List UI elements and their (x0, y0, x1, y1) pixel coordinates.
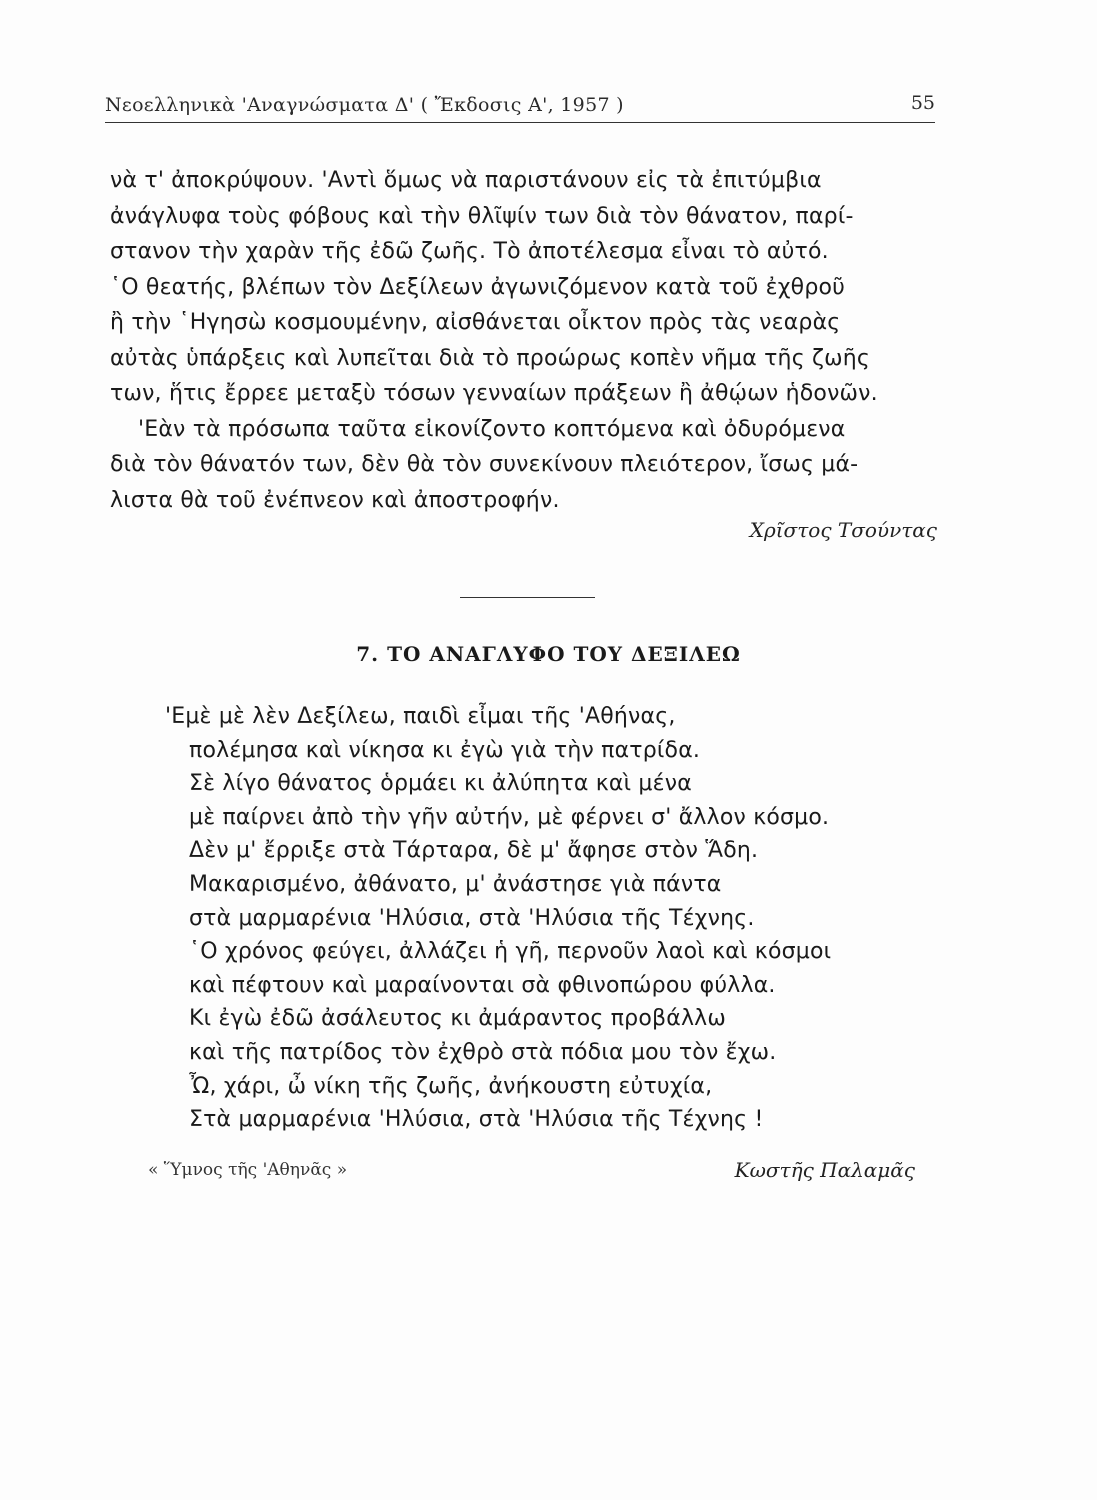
page-number: 55 (910, 92, 935, 114)
poem-line: μὲ παίρνει ἀπὸ τὴν γῆν αὐτήν, μὲ φέρνει σ' ἄλλον κόσμο. (189, 804, 830, 830)
poem-line: 'Εμὲ μὲ λὲν Δεξίλεω, παιδὶ εἶμαι τῆς 'Αθήνας, (165, 704, 676, 729)
prose-line: αὐτὰς ὑπάρξεις καὶ λυπεῖται διὰ τὸ προώρως κοπὲν νῆμα τῆς ζωῆς (110, 345, 871, 371)
poem-line: Μακαρισμένο, ἀθάνατο, μ' ἀνάστησε γιὰ πάντα (189, 871, 722, 897)
poem-source: « Ὕμνος τῆς 'Αθηνᾶς » (148, 1160, 348, 1180)
running-head-title: Νεοελληνικὰ 'Αναγνώσματα Δ' ( Ἔκδοσις Α', 1957 ) (105, 94, 624, 116)
poem-line: ῾Ο χρόνος φεύγει, ἀλλάζει ἡ γῆ, περνοῦν λαοὶ καὶ κόσμοι (189, 939, 832, 965)
prose-line: ῾Ο θεατής, βλέπων τὸν Δεξίλεων ἀγωνιζόμενον κατὰ τοῦ ἐχθροῦ (110, 274, 846, 300)
prose-line: ἀνάγλυφα τοὺς φόβους καὶ τὴν θλῖψίν των διὰ τὸν θάνατον, παρί- (110, 203, 854, 229)
poem-author: Κωστῆς Παλαμᾶς (734, 1158, 915, 1182)
poem-line: Σὲ λίγο θάνατος ὁρμάει κι ἀλύπητα καὶ μένα (189, 771, 692, 797)
prose-line: των, ἥτις ἔρρεε μεταξὺ τόσων γενναίων πράξεων ἢ ἀθῴων ἡδονῶν. (110, 381, 878, 406)
poem-line: καὶ πέφτουν καὶ μαραίνονται σὰ φθινοπώρου φύλλα. (189, 972, 776, 998)
section-divider (460, 597, 595, 598)
prose-line: 'Εὰν τὰ πρόσωπα ταῦτα εἰκονίζοντο κοπτόμενα καὶ ὀδυρόμενα (138, 416, 846, 442)
poem-line: Στὰ μαρμαρένια 'Ηλύσια, στὰ 'Ηλύσια τῆς Τέχνης ! (189, 1107, 764, 1133)
poem-line: Δὲν μ' ἔρριξε στὰ Τάρταρα, δὲ μ' ἄφησε στὸν Ἅδη. (189, 838, 759, 864)
poem-line: πολέμησα καὶ νίκησα κι ἐγὼ γιὰ τὴν πατρίδα. (189, 737, 701, 763)
prose-line: διὰ τὸν θάνατόν των, δὲν θὰ τὸν συνεκίνουν πλειότερον, ἴσως μά- (110, 452, 859, 477)
prose-line: νὰ τ' ἀποκρύψουν. 'Αντὶ ὅμως νὰ παριστάνουν εἰς τὰ ἐπιτύμβια (110, 168, 822, 193)
prose-passage (110, 163, 940, 518)
poem-line: Κι ἐγὼ ἐδῶ ἀσάλευτος κι ἀμάραντος προβάλλω (189, 1006, 727, 1032)
prose-author: Χρῖστος Τσούντας (749, 518, 937, 542)
section-title: 7. ΤΟ ΑΝΑΓΛΥΦΟ ΤΟΥ ΔΕΞΙΛΕΩ (356, 642, 741, 666)
poem (165, 700, 945, 1137)
running-head (105, 92, 935, 123)
poem-line: καὶ τῆς πατρίδος τὸν ἐχθρὸ στὰ πόδια μου τὸν ἔχω. (189, 1039, 777, 1065)
prose-line: ἢ τὴν ῾Ηγησὼ κοσμουμένην, αἰσθάνεται οἶκτον πρὸς τὰς νεαρὰς (110, 310, 841, 335)
poem-line: Ὦ, χάρι, ὦ νίκη τῆς ζωῆς, ἀνήκουστη εὐτυχία, (189, 1073, 713, 1099)
prose-line: λιστα θὰ τοῦ ἐνέπνεον καὶ ἀποστροφήν. (110, 487, 560, 513)
poem-line: στὰ μαρμαρένια 'Ηλύσια, στὰ 'Ηλύσια τῆς Τέχνης. (189, 905, 755, 931)
prose-line: στανον τὴν χαρὰν τῆς ἐδῶ ζωῆς. Τὸ ἀποτέλεσμα εἶναι τὸ αὐτό. (110, 239, 829, 264)
